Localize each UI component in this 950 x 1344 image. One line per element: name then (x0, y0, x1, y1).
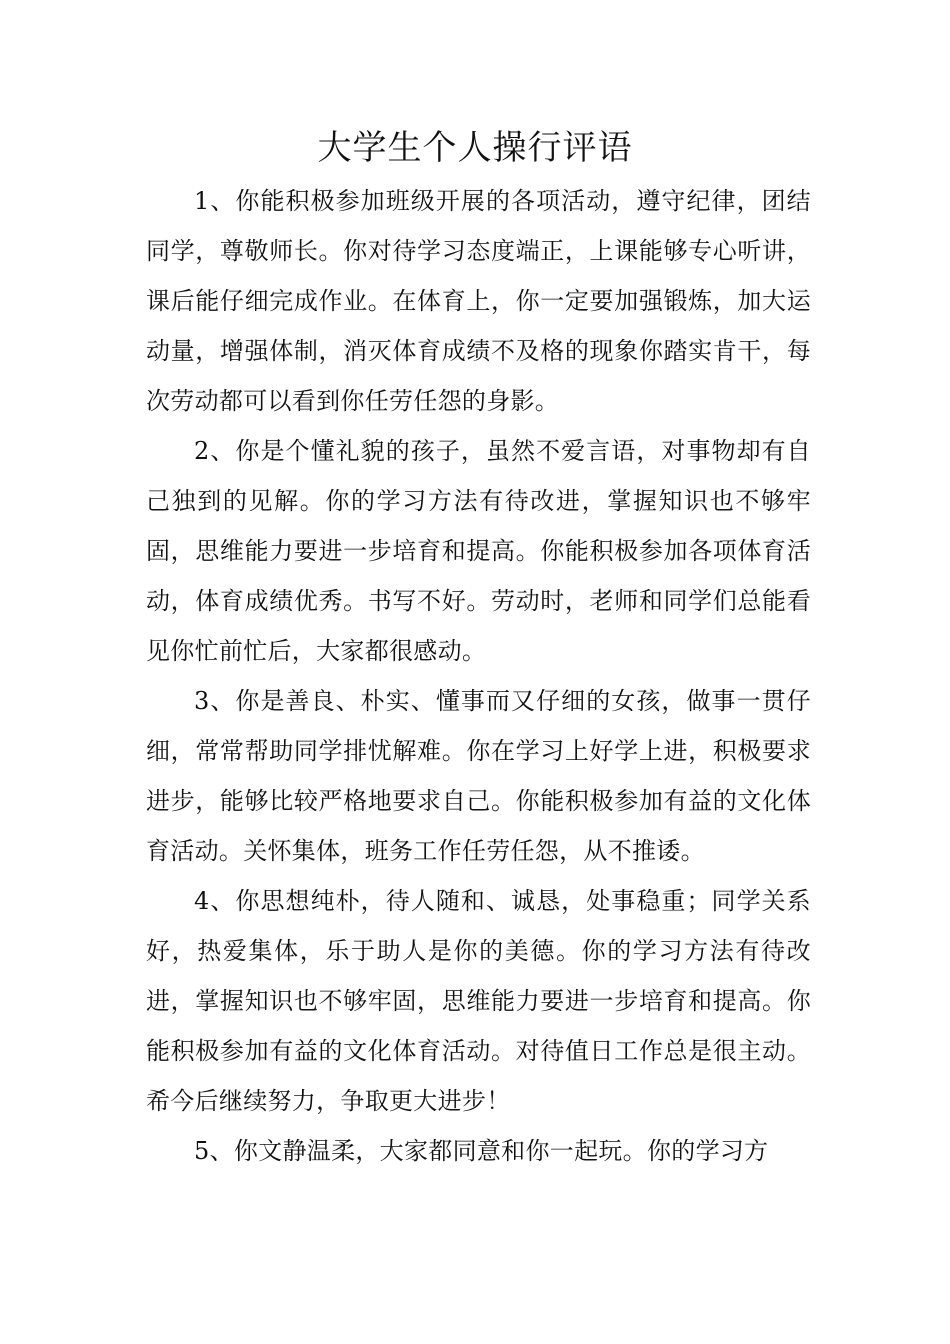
document-title: 大学生个人操行评语 (317, 128, 633, 168)
comment-paragraph-5: 5、你文静温柔，大家都同意和你一起玩。你的学习方 (194, 1137, 769, 1165)
comment-paragraph-2: 2、你是个懂礼貌的孩子，虽然不爱言语，对事物却有自己独到的见解。你的学习方法有待改进，掌握知识也不够牢固，思维能力要进一步培育和提高。你能积极参加各项体育活动，体育成绩优秀。书写不好。劳动时，老师和同学们总能看见你忙前忙后，大家都很感动。 (146, 437, 811, 665)
document-body (146, 176, 811, 1176)
comment-paragraph-3: 3、你是善良、朴实、懂事而又仔细的女孩，做事一贯仔细，常常帮助同学排忧解难。你在学习上好学上进，积极要求进步，能够比较严格地要求自己。你能积极参加有益的文化体育活动。关怀集体，班务工作任劳任怨，从不推诿。 (146, 687, 811, 865)
comment-paragraph-1: 1、你能积极参加班级开展的各项活动，遵守纪律，团结同学，尊敬师长。你对待学习态度端正，上课能够专心听讲，课后能仔细完成作业。在体育上，你一定要加强锻炼，加大运动量，增强体制，消灭体育成绩不及格的现象你踏实肯干，每次劳动都可以看到你任劳任怨的身影。 (146, 187, 811, 415)
comment-paragraph-4: 4、你思想纯朴，待人随和、诚恳，处事稳重；同学关系好，热爱集体，乐于助人是你的美德。你的学习方法有待改进，掌握知识也不够牢固，思维能力要进一步培育和提高。你能积极参加有益的文化体育活动。对待值日工作总是很主动。希今后继续努力，争取更大进步！ (146, 887, 811, 1115)
